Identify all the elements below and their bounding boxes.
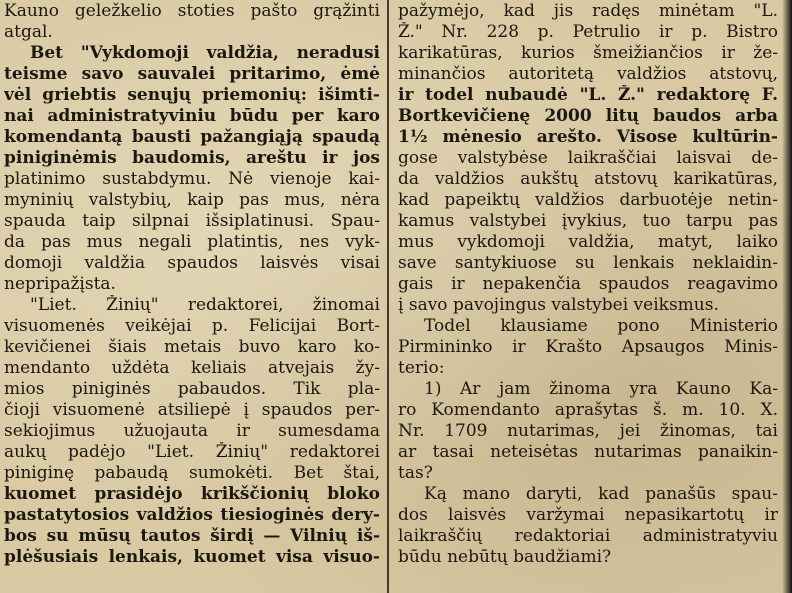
text-line: bos su mūsų tautos širdį — Vilnių iš- bbox=[4, 526, 380, 546]
text-line: 1½ mėnesio arešto. Visose kultūrin- bbox=[398, 127, 778, 147]
text-line: 1) Ar jam žinoma yra Kauno Ka- bbox=[424, 379, 778, 399]
text-line: nepripažįsta. bbox=[4, 274, 116, 294]
column-rule bbox=[387, 0, 389, 593]
text-line: pažymėjo, kad jis radęs minėtam "L. bbox=[398, 1, 778, 21]
text-line: ro Komendanto aprašytas š. m. 10. X. bbox=[398, 400, 778, 420]
text-line: spauda taip silpnai išsiplatinusi. Spau- bbox=[4, 211, 380, 231]
text-line: teisme savo sauvalei pritarimo, ėmė bbox=[4, 64, 380, 84]
text-line: atgal. bbox=[4, 22, 53, 42]
text-line: Todel klausiame pono Ministerio bbox=[424, 316, 778, 336]
right-column bbox=[398, 0, 778, 593]
text-line: mios piniginės pabaudos. Tik pla- bbox=[4, 379, 380, 399]
text-line: ar tasai neteisėtas nutarimas panaikin- bbox=[398, 442, 778, 462]
text-line: "Liet. Žinių" redaktorei, žinomai bbox=[30, 295, 380, 315]
text-line: laikraščių redaktoriai administratyviu bbox=[398, 526, 778, 546]
text-line: mus vykdomoji valdžia, matyt, laiko bbox=[398, 232, 778, 252]
text-line: gais ir nepakenčia spaudos reagavimo bbox=[398, 274, 778, 294]
text-line: į savo pavojingus valstybei veiksmus. bbox=[398, 295, 719, 315]
text-line: Nr. 1709 nutarimas, jei žinomas, tai bbox=[398, 421, 778, 441]
text-line: pastatytosios valdžios tiesioginės dery- bbox=[4, 505, 380, 525]
text-line: Kauno geležkelio stoties pašto grąžinti bbox=[4, 1, 380, 21]
text-line: platinimo sustabdymu. Nė vienoje kai- bbox=[4, 169, 380, 189]
text-line: dos laisvės varžymai nepasikartotų ir bbox=[398, 505, 778, 525]
text-line: Ž." Nr. 228 p. Petrulio ir p. Bistro bbox=[398, 22, 778, 42]
text-line: mendanto uždėta keliais atvejais žy- bbox=[4, 358, 380, 378]
text-line: minančios autoritetą valdžios atstovų, bbox=[398, 64, 778, 84]
text-line: sekiojimus užuojauta ir sumesdama bbox=[4, 421, 380, 441]
text-line: gose valstybėse laikraščiai laisvai de- bbox=[398, 148, 778, 168]
text-line: karikatūras, kurios šmeižiančios ir že- bbox=[398, 43, 778, 63]
text-line: komendantą bausti pažangiąją spaudą bbox=[4, 127, 380, 147]
text-line: plėšusiais lenkais, kuomet visa visuo- bbox=[4, 547, 380, 567]
text-line: visuomenės veikėjai p. Felicijai Bort- bbox=[4, 316, 380, 336]
text-line: save santykiuose su lenkais neklaidin- bbox=[398, 253, 778, 273]
text-line: Pirmininko ir Krašto Apsaugos Minis- bbox=[398, 337, 778, 357]
text-line: kad papeiktų valdžios darbuotėje netin- bbox=[398, 190, 778, 210]
text-line: būdu nebūtų baudžiami? bbox=[398, 547, 612, 567]
text-line: kamus valstybei įvykius, tuo tarpu pas bbox=[398, 211, 778, 231]
text-line: nai administratyviniu būdu per karo bbox=[4, 106, 380, 126]
text-line: čioji visuomenė atsiliepė į spaudos per- bbox=[4, 400, 380, 420]
text-line: terio: bbox=[398, 358, 445, 378]
left-column bbox=[4, 0, 380, 593]
text-line: da pas mus negali platintis, nes vyk- bbox=[4, 232, 380, 252]
text-line: Bortkevičienę 2000 litų baudos arba bbox=[398, 106, 778, 126]
text-line: kevičienei šiais metais buvo karo ko- bbox=[4, 337, 380, 357]
text-line: vėl griebtis senųjų priemonių: išimti- bbox=[4, 85, 380, 105]
text-line: tas? bbox=[398, 463, 433, 483]
text-line: myninių valstybių, kaip pas mus, nėra bbox=[4, 190, 380, 210]
text-line: aukų padėjo "Liet. Žinių" redaktorei bbox=[4, 442, 380, 462]
text-line: kuomet prasidėjo krikščionių bloko bbox=[4, 484, 380, 504]
scan-edge bbox=[782, 0, 792, 593]
text-line: Bet "Vykdomoji valdžia, neradusi bbox=[30, 43, 380, 63]
text-line: Ką mano daryti, kad panašūs spau- bbox=[424, 484, 778, 504]
text-line: domoji valdžia spaudos laisvės visai bbox=[4, 253, 380, 273]
text-line: piniginę pabaudą sumokėti. Bet štai, bbox=[4, 463, 380, 483]
text-line: piniginėmis baudomis, areštu ir jos bbox=[4, 148, 380, 168]
text-line: ir todel nubaudė "L. Ž." redaktorę F. bbox=[398, 85, 778, 105]
text-line: da valdžios aukštų atstovų karikatūras, bbox=[398, 169, 778, 189]
